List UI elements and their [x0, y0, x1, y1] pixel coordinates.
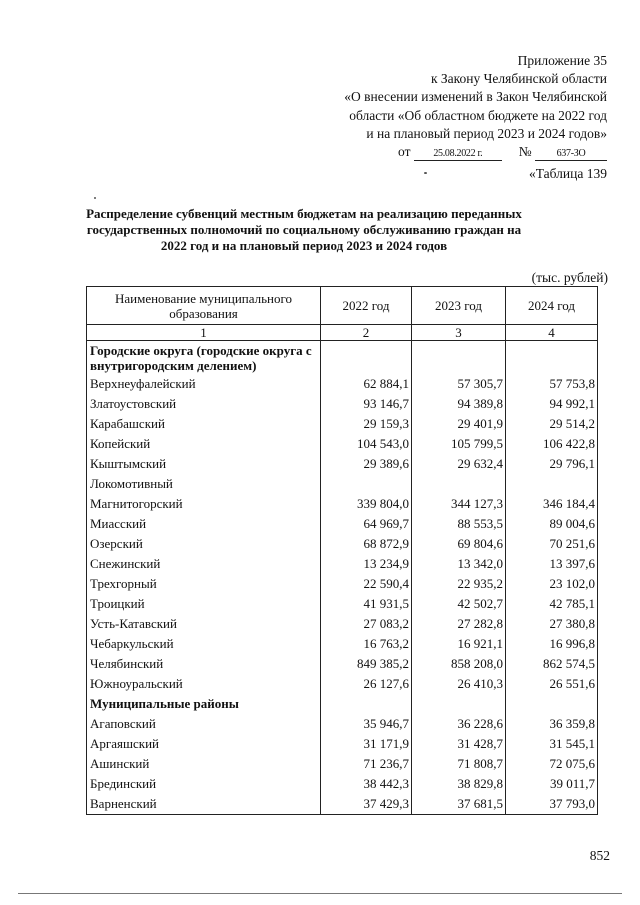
table-row [87, 454, 598, 474]
column-number: 3 [412, 325, 506, 341]
value-2023: 71 808,7 [412, 754, 506, 774]
value-2023: 88 553,5 [412, 514, 506, 534]
municipality-name: Усть-Катавский [87, 614, 321, 634]
value-2022: 93 146,7 [321, 394, 412, 414]
municipality-name: Златоустовский [87, 394, 321, 414]
scan-speck [424, 172, 427, 174]
municipality-name: Брединский [87, 774, 321, 794]
value-2024: 862 574,5 [506, 654, 598, 674]
table-row [87, 474, 598, 494]
empty-cell [506, 341, 598, 375]
subventions-table [86, 286, 598, 815]
value-2022: 27 083,2 [321, 614, 412, 634]
table-row [87, 434, 598, 454]
value-2023: 29 632,4 [412, 454, 506, 474]
header-municipality: Наименование муниципального образования [87, 287, 321, 325]
value-2024: 106 422,8 [506, 434, 598, 454]
value-2024: 37 793,0 [506, 794, 598, 815]
municipality-name: Кыштымский [87, 454, 321, 474]
value-2023: 16 921,1 [412, 634, 506, 654]
value-2022: 339 804,0 [321, 494, 412, 514]
value-2022 [321, 474, 412, 494]
value-2024 [506, 474, 598, 494]
table-row [87, 494, 598, 514]
table-row [87, 674, 598, 694]
municipality-name: Озерский [87, 534, 321, 554]
value-2023: 42 502,7 [412, 594, 506, 614]
value-2023: 37 681,5 [412, 794, 506, 815]
value-2024: 72 075,6 [506, 754, 598, 774]
appendix-line: области «Об областном бюджете на 2022 год [349, 107, 607, 123]
value-2023: 13 342,0 [412, 554, 506, 574]
column-number: 4 [506, 325, 598, 341]
value-2024: 39 011,7 [506, 774, 598, 794]
table-row [87, 754, 598, 774]
municipality-name: Варненский [87, 794, 321, 815]
value-2023: 36 228,6 [412, 714, 506, 734]
value-2022: 29 389,6 [321, 454, 412, 474]
value-2022: 64 969,7 [321, 514, 412, 534]
section-title: Муниципальные районы [87, 694, 321, 714]
municipality-name: Копейский [87, 434, 321, 454]
value-2023: 105 799,5 [412, 434, 506, 454]
municipality-name: Карабашский [87, 414, 321, 434]
value-2023: 69 804,6 [412, 534, 506, 554]
section-title: Городские округа (городские округа с внутригородским делением) [87, 341, 321, 375]
municipality-name: Чебаркульский [87, 634, 321, 654]
municipality-name: Верхнеуфалейский [87, 374, 321, 394]
empty-cell [321, 341, 412, 375]
table-row [87, 794, 598, 815]
municipality-name: Миасский [87, 514, 321, 534]
value-2024: 31 545,1 [506, 734, 598, 754]
table-row [87, 714, 598, 734]
section-row [87, 341, 598, 375]
appendix-line: Приложение 35 [517, 53, 607, 68]
value-2022: 41 931,5 [321, 594, 412, 614]
value-2024: 57 753,8 [506, 374, 598, 394]
law-date: 25.08.2022 г. [414, 148, 502, 161]
section-row [87, 694, 598, 714]
table-row [87, 374, 598, 394]
value-2024: 27 380,8 [506, 614, 598, 634]
value-2024: 346 184,4 [506, 494, 598, 514]
value-2022: 71 236,7 [321, 754, 412, 774]
value-2024: 23 102,0 [506, 574, 598, 594]
value-2022: 29 159,3 [321, 414, 412, 434]
table-body [87, 341, 598, 815]
value-2023: 26 410,3 [412, 674, 506, 694]
value-2024: 89 004,6 [506, 514, 598, 534]
law-signature-line [344, 143, 607, 161]
empty-cell [412, 694, 506, 714]
value-2022: 68 872,9 [321, 534, 412, 554]
number-prefix: № [518, 144, 532, 160]
table-row [87, 534, 598, 554]
table-row [87, 614, 598, 634]
value-2022: 22 590,4 [321, 574, 412, 594]
value-2023: 57 305,7 [412, 374, 506, 394]
municipality-name: Челябинский [87, 654, 321, 674]
value-2023: 858 208,0 [412, 654, 506, 674]
value-2022: 104 543,0 [321, 434, 412, 454]
column-number: 1 [87, 325, 321, 341]
value-2022: 62 884,1 [321, 374, 412, 394]
value-2024: 70 251,6 [506, 534, 598, 554]
table-row [87, 594, 598, 614]
table-row [87, 654, 598, 674]
municipality-name: Снежинский [87, 554, 321, 574]
municipality-name: Аргаяшский [87, 734, 321, 754]
value-2024: 16 996,8 [506, 634, 598, 654]
appendix-line: к Закону Челябинской области [430, 71, 607, 87]
municipality-name: Троицкий [87, 594, 321, 614]
units-label: (тыс. рублей) [531, 270, 608, 285]
empty-cell [412, 341, 506, 375]
municipality-name: Трехгорный [87, 574, 321, 594]
value-2024: 26 551,6 [506, 674, 598, 694]
value-2024: 36 359,8 [506, 714, 598, 734]
law-number: 637-ЗО [535, 148, 607, 161]
table-label: «Таблица 139 [529, 166, 607, 181]
value-2024: 29 796,1 [506, 454, 598, 474]
table-row [87, 514, 598, 534]
value-2023 [412, 474, 506, 494]
empty-cell [506, 694, 598, 714]
appendix-line: и на плановый период 2023 и 2024 годов» [366, 125, 607, 141]
scan-speck [94, 197, 96, 199]
header-row [87, 287, 598, 325]
table-row [87, 554, 598, 574]
value-2023: 38 829,8 [412, 774, 506, 794]
table-row [87, 734, 598, 754]
appendix-header [344, 52, 607, 161]
column-number: 2 [321, 325, 412, 341]
value-2022: 16 763,2 [321, 634, 412, 654]
municipality-name: Южноуральский [87, 674, 321, 694]
header-2023: 2023 год [412, 287, 506, 325]
empty-cell [321, 694, 412, 714]
value-2024: 13 397,6 [506, 554, 598, 574]
column-number-row [87, 325, 598, 341]
value-2022: 35 946,7 [321, 714, 412, 734]
table-row [87, 414, 598, 434]
value-2023: 27 282,8 [412, 614, 506, 634]
value-2022: 31 171,9 [321, 734, 412, 754]
table-row [87, 774, 598, 794]
value-2023: 31 428,7 [412, 734, 506, 754]
date-prefix: от [398, 144, 411, 160]
value-2022: 37 429,3 [321, 794, 412, 815]
value-2022: 849 385,2 [321, 654, 412, 674]
value-2023: 22 935,2 [412, 574, 506, 594]
value-2023: 344 127,3 [412, 494, 506, 514]
municipality-name: Ашинский [87, 754, 321, 774]
municipality-name: Локомотивный [87, 474, 321, 494]
table-row [87, 394, 598, 414]
municipality-name: Агаповский [87, 714, 321, 734]
table-row [87, 574, 598, 594]
document-title: Распределение субвенций местным бюджетам на реализацию переданных государственных полномочий по социальному обслуживанию граждан на 2022 год и на плановый период 2023 и 2024 годов [86, 206, 522, 253]
header-2022: 2022 год [321, 287, 412, 325]
value-2024: 42 785,1 [506, 594, 598, 614]
value-2024: 29 514,2 [506, 414, 598, 434]
value-2023: 29 401,9 [412, 414, 506, 434]
table-row [87, 634, 598, 654]
value-2024: 94 992,1 [506, 394, 598, 414]
appendix-line: «О внесении изменений в Закон Челябинской [344, 89, 607, 105]
value-2022: 38 442,3 [321, 774, 412, 794]
value-2023: 94 389,8 [412, 394, 506, 414]
header-2024: 2024 год [506, 287, 598, 325]
municipality-name: Магнитогорский [87, 494, 321, 514]
value-2022: 26 127,6 [321, 674, 412, 694]
footer-rule [18, 893, 622, 894]
page-number: 852 [589, 848, 610, 863]
value-2022: 13 234,9 [321, 554, 412, 574]
